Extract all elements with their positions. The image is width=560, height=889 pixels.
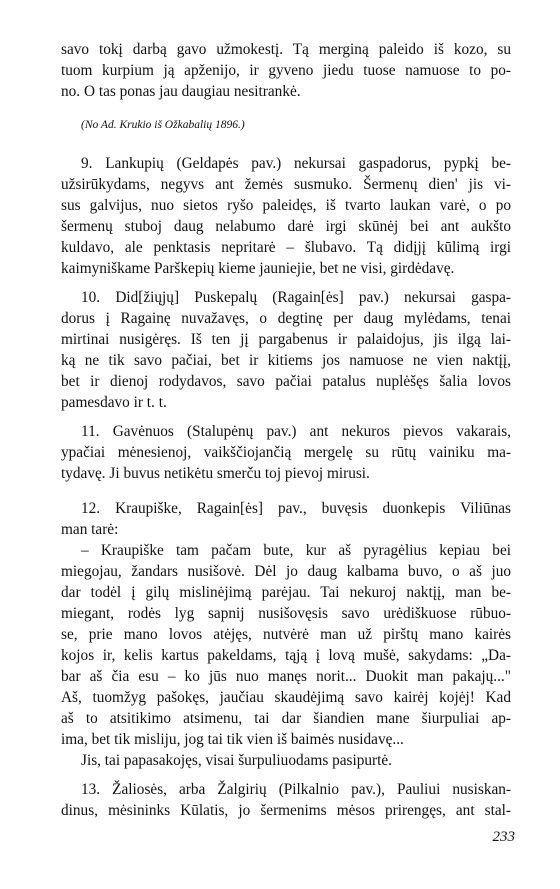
text-line: miegant, rodės lyg sapnij nusišovęsis savo urėdiškuose rūbuo- xyxy=(61,605,511,622)
source-note: (No Ad. Krukio iš Ožkabalių 1896.) xyxy=(81,119,245,131)
text-line: dar todėl į gilų mislinėjimą parėjau. Tai nekuroj naktįį, man be- xyxy=(61,584,511,601)
text-line: man tarė: xyxy=(61,521,119,538)
text-line: bet ir dienoj rodydavos, savo pačiai patalus nuplėšęs šalia lovos xyxy=(61,373,511,390)
text-line: Jis, tai papasakojęs, visai šurpuliuodams pasipurtė. xyxy=(81,752,392,769)
text-line: kuldavo, ale penktasis nepritarė – šlubavo. Tą didįjį kūlimą irgi xyxy=(61,239,511,256)
text-line: 9. Lankupių (Geldapės pav.) nekursai gaspadorus, pypkį be- xyxy=(81,155,511,172)
text-line: 12. Kraupiške, Ragain[ės] pav., buvęsis duonkepis Viliūnas xyxy=(81,500,511,517)
text-line: aš to atsitikimo atsimenu, tai dar šiandien mane šiurpuliai ap- xyxy=(61,710,511,727)
text-line: no. O tas ponas jau daugiau nesitrankė. xyxy=(61,83,301,100)
text-line: savo tokį darbą gavo užmokestį. Tą merginą paleido iš kozo, su xyxy=(61,41,511,58)
text-line: 10. Did[žiųjų] Puskepalų (Ragain[ės] pav.) nekursai gaspa- xyxy=(81,289,511,306)
text-line: bar aš čia esu – ko jūs nuo manęs norit... Duokit man pakajų..." xyxy=(61,668,511,685)
text-line: se, prie mano lovos atėjęs, nutvėrė man už pirštų mano kairės xyxy=(61,626,511,643)
text-line: sus galvijus, nuo sietos ryšo paleidęs, iš tvarto laukan varė, o po xyxy=(61,197,511,214)
text-line: kaimyniškame Parškepių kieme jauniejie, bet ne visi, girdėdavę. xyxy=(61,260,455,277)
text-line: pamesdavo ir t. t. xyxy=(61,394,167,411)
text-line: dorus į Ragainę nuvažavęs, o degtinę per daug mylėdams, tenai xyxy=(61,310,511,327)
text-line: kojos ir, kelis kartus pakeldams, tąją į lovą mušė, sakydams: „Da- xyxy=(61,647,511,664)
text-line: 11. Gavėnuos (Stalupėnų pav.) ant nekuros pievos vakarais, xyxy=(81,423,511,440)
text-line: tuom kurpium ją apženijo, ir gyveno jiedu tuose namuose to po- xyxy=(61,62,511,79)
text-line: užsirūkydams, negyvs ant žemės susmuko. Šermenų dien' jis vi- xyxy=(61,176,511,193)
text-line: tydavę. Ji buvus netikėtu smerču toj pievoj mirusi. xyxy=(61,465,370,482)
page-number: 233 xyxy=(492,829,515,845)
text-line: šermenų stuboj daug nelabumo darė irgi skūnėj bei ant aukšto xyxy=(61,218,511,235)
text-line: mirtinai nusigėręs. Iš ten jį pargabenus ir palaidojus, jis ilgą lai- xyxy=(61,331,511,348)
text-line: 13. Žaliosės, arba Žalgirių (Pilkalnio pav.), Pauliui nusiskan- xyxy=(81,781,511,798)
text-line: dinus, mėsininks Kūlatis, jo šermenims mėsos prirengęs, ant stal- xyxy=(61,802,511,819)
text-line: ypačiai mėnesienoj, vaikščiojančią mergelę su rūtų vainiku ma- xyxy=(61,444,511,461)
text-line: ima, bet tik misliju, jog tai tik vien iš baimės nusidavę... xyxy=(61,731,404,748)
text-line: Aš, tuomžyg pašokęs, jaučiau skaudėjimą savo kairėj kojėj! Kad xyxy=(61,689,511,706)
text-line: ką ne tik savo pačiai, bet ir kitiems jos namuose ne vien naktįį, xyxy=(61,352,511,369)
text-line: miegojau, žandars nusišovė. Dėl jo daug kalbama buvo, o aš juo xyxy=(61,563,511,580)
text-line: – Kraupiške tam pačam bute, kur aš pyragėlius kepiau bei xyxy=(81,542,511,559)
